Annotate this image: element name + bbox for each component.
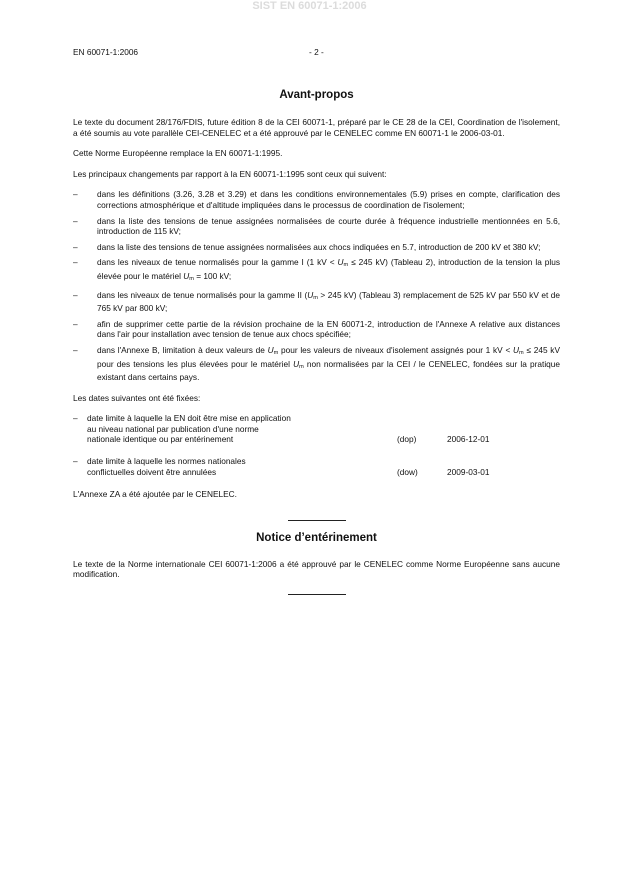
dash: – (73, 289, 78, 300)
date-code: (dop) (397, 434, 417, 445)
um-symbol: U (183, 270, 190, 281)
changes-list (73, 189, 560, 382)
list-item: – afin de supprimer cette partie de la révision prochaine de la EN 60071-2, introduction de l'Annexe A relative aux distances dans l'air pour installation avec tension de tenue aux chocs spécifiée; (73, 318, 560, 340)
um-symbol: U (513, 344, 520, 355)
dash: – (73, 257, 78, 268)
dash: – (73, 456, 78, 467)
watermark: SIST EN 60071-1:2006 (252, 0, 367, 12)
avant-propos-para-3: Les principaux changements par rapport à la EN 60071-1:1995 sont ceux qui suivent: (73, 168, 387, 179)
dash: – (73, 241, 78, 252)
dash: – (73, 189, 78, 200)
date-code: (dow) (397, 466, 418, 477)
um-symbol: U (337, 257, 344, 268)
dash: – (73, 413, 78, 424)
avant-propos-title: Avant-propos (279, 89, 354, 101)
list-item: – dans la liste des tensions de tenue assignées normalisées aux chocs indiquées en 5.7, introduction de 200 kV et 380 kV; (73, 241, 541, 252)
separator-line (288, 594, 346, 595)
dates-intro: Les dates suivantes ont été fixées: (73, 392, 201, 403)
notice-title: Notice d’entérinement (256, 531, 377, 544)
date-value: 2009-03-01 (447, 466, 490, 477)
um-symbol: U (293, 358, 300, 369)
list-item: – dans les niveaux de tenue normalisés pour la gamme II (Um > 245 kV) (Tableau 3) remplacement de 525 kV par 550 kV et de 765 kV par 800 kV; (73, 289, 560, 314)
notice-para: Le texte de la Norme internationale CEI 60071-1:2006 a été approuvé par le CENELEC comme Norme Européenne sans aucune modification. (73, 558, 560, 580)
list-item: – dans les définitions (3.26, 3.28 et 3.29) et dans les conditions environnementales (5.9) prises en compte, clarification des corrections atmosphérique et d'altitude impliquées dans le processus de coordination de l'isolement; (73, 189, 560, 210)
date-description: date limite à laquelle la EN doit être mise en application au niveau national par publication d'une norme nationale identique ou par entérinement (87, 413, 291, 445)
dash: – (73, 344, 78, 355)
dates-list (73, 413, 560, 477)
list-item: – dans l'Annexe B, limitation à deux valeurs de Um pour les valeurs de niveaux d'isolement assignés pour 1 kV < Um ≤ 245 kV pour des tensions les plus élevées pour le matériel Um non normalisées par la CEI / le CENELEC, fondées sur la pratique existant dans certains pays. (73, 344, 561, 383)
separator-line (288, 520, 346, 521)
avant-propos-para-2: Cette Norme Européenne remplace la EN 60071-1:1995. (73, 148, 283, 159)
page-content (73, 88, 560, 595)
date-description: date limite à laquelle les normes nationales conflictuelles doivent être annulées (87, 456, 246, 477)
avant-propos-para-1: Le texte du document 28/176/FDIS, future édition 8 de la CEI 60071-1, préparé par le CE 28 de la CEI, Coordination de l'isolement, a été soumis au vote parallèle CEI-CENELEC et a été approuvé par le CENELEC comme EN 60071-1 le 2006-03-01. (73, 117, 560, 138)
um-symbol: U (307, 289, 314, 300)
date-value: 2006-12-01 (447, 434, 490, 445)
header-doc-id: EN 60071-1:2006 (73, 47, 139, 57)
um-symbol: U (267, 344, 274, 355)
dash: – (73, 215, 78, 226)
header-page-number: - 2 - (309, 47, 324, 57)
date-row-dop (73, 413, 560, 445)
list-item: – dans la liste des tensions de tenue assignées normalisées de courte durée à fréquence industrielle mentionnées en 5.6, introduction de 115 kV; (73, 215, 560, 237)
list-item: – dans les niveaux de tenue normalisés pour la gamme I (1 kV < Um ≤ 245 kV) (Tableau 2), introduction de la tension la plus élevée pour le matériel Um = 100 kV; (73, 257, 560, 282)
dash: – (73, 318, 78, 329)
annex-note: L'Annexe ZA a été ajoutée par le CENELEC. (73, 489, 237, 500)
date-row-dow (73, 456, 560, 477)
